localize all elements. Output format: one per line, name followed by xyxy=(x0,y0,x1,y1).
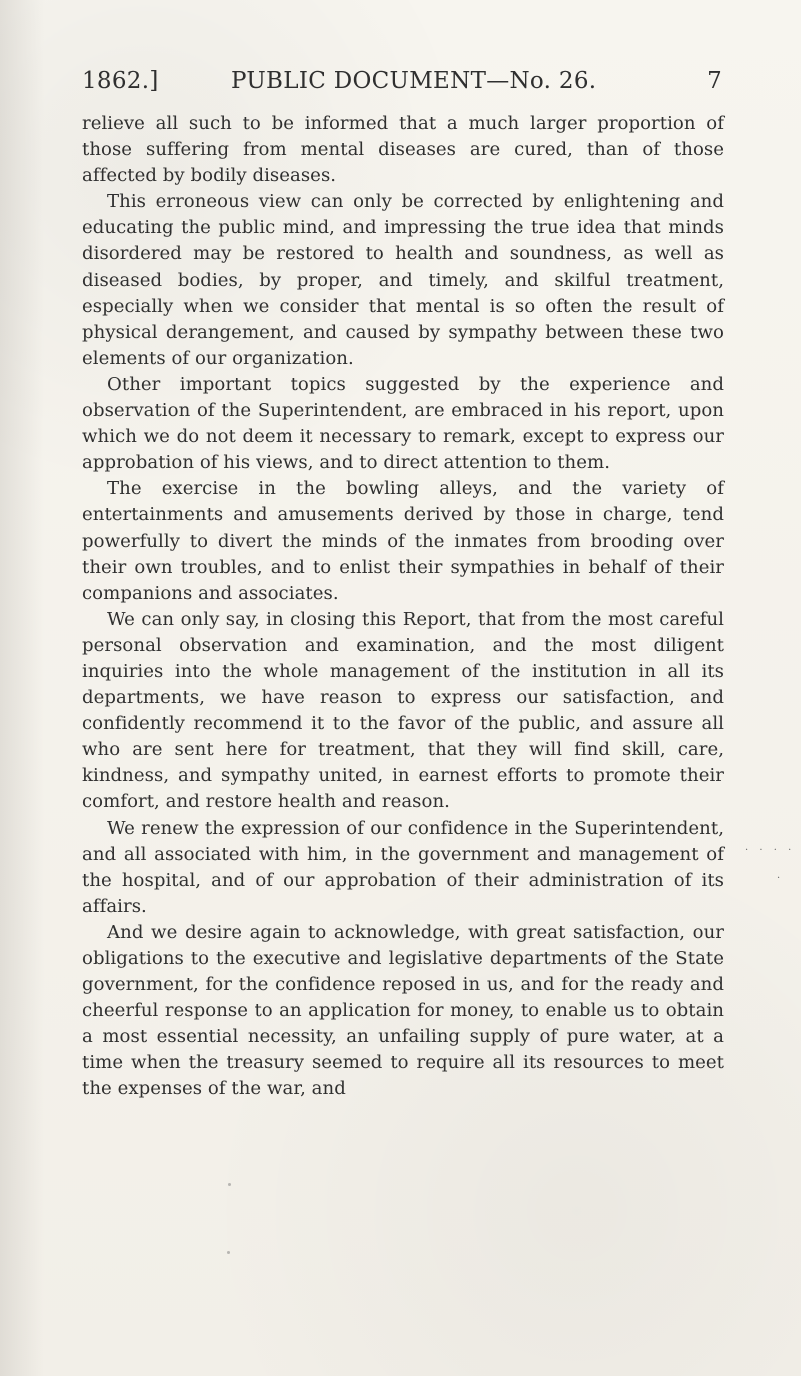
paragraph-1: relieve all such to be informed that a much larger proportion of those suffering from mental diseases are cured, than of those affected by bodily diseases. xyxy=(82,113,724,187)
paragraph-6: We renew the expression of our confidence in the Superintendent, and all associated with him, in the government and management of the hospital, and of our approbation of their administration of its affairs. xyxy=(82,817,724,917)
paragraph-2: This erroneous view can only be corrected by enlightening and educating the public mind, and impressing the true idea that minds disordered may be restored to health and soundness, as well as diseased bodies, by proper, and timely, and skilful treatment, especially when we consider that mental is so often the result of physical derangement, and caused by sympathy between these two elements of our organization. xyxy=(82,191,724,369)
page-number: 7 xyxy=(707,68,722,94)
paragraph-5: We can only say, in closing this Report, that from the most careful personal observation and examination, and the most diligent inquiries into the whole management of the institution in all its departments, we have reason to express our satisfaction, and confidently recommend it to the favor of the public, and assure all who are sent here for treatment, that they will find skill, care, kindness, and sympathy united, in earnest efforts to promote their comfort, and restore health and reason. xyxy=(82,608,724,813)
speck-decorative xyxy=(228,1183,231,1186)
margin-mark-small-decorative: · xyxy=(777,873,785,884)
paragraph-4: The exercise in the bowling alleys, and the variety of entertainments and amusements derived by those in charge, tend powerfully to divert the minds of the inmates from brooding over their own troubles, and to enlist their sympathies in behalf of their companions and associates. xyxy=(82,478,724,604)
paragraph-7: And we desire again to acknowledge, with great satisfaction, our obligations to the executive and legislative departments of the State government, for the confidence reposed in us, and for the ready and cheerful response to an application for money, to enable us to obtain a most essential necessity, an unfailing supply of pure water, at a time when the treasury seemed to require all its resources to meet the expenses of the war, and xyxy=(82,921,724,1100)
page-header xyxy=(82,64,722,98)
header-title: PUBLIC DOCUMENT—No. 26. xyxy=(231,68,597,94)
document-body xyxy=(82,111,724,1103)
paragraph-3: Other important topics suggested by the experience and observation of the Superintendent, are embraced in his report, upon which we do not deem it necessary to remark, except to express our approbation of his views, and to direct attention to them. xyxy=(82,373,724,474)
margin-mark-decorative: · · · · xyxy=(745,845,796,856)
speck-decorative xyxy=(227,1251,230,1254)
header-year: 1862.] xyxy=(82,68,159,94)
